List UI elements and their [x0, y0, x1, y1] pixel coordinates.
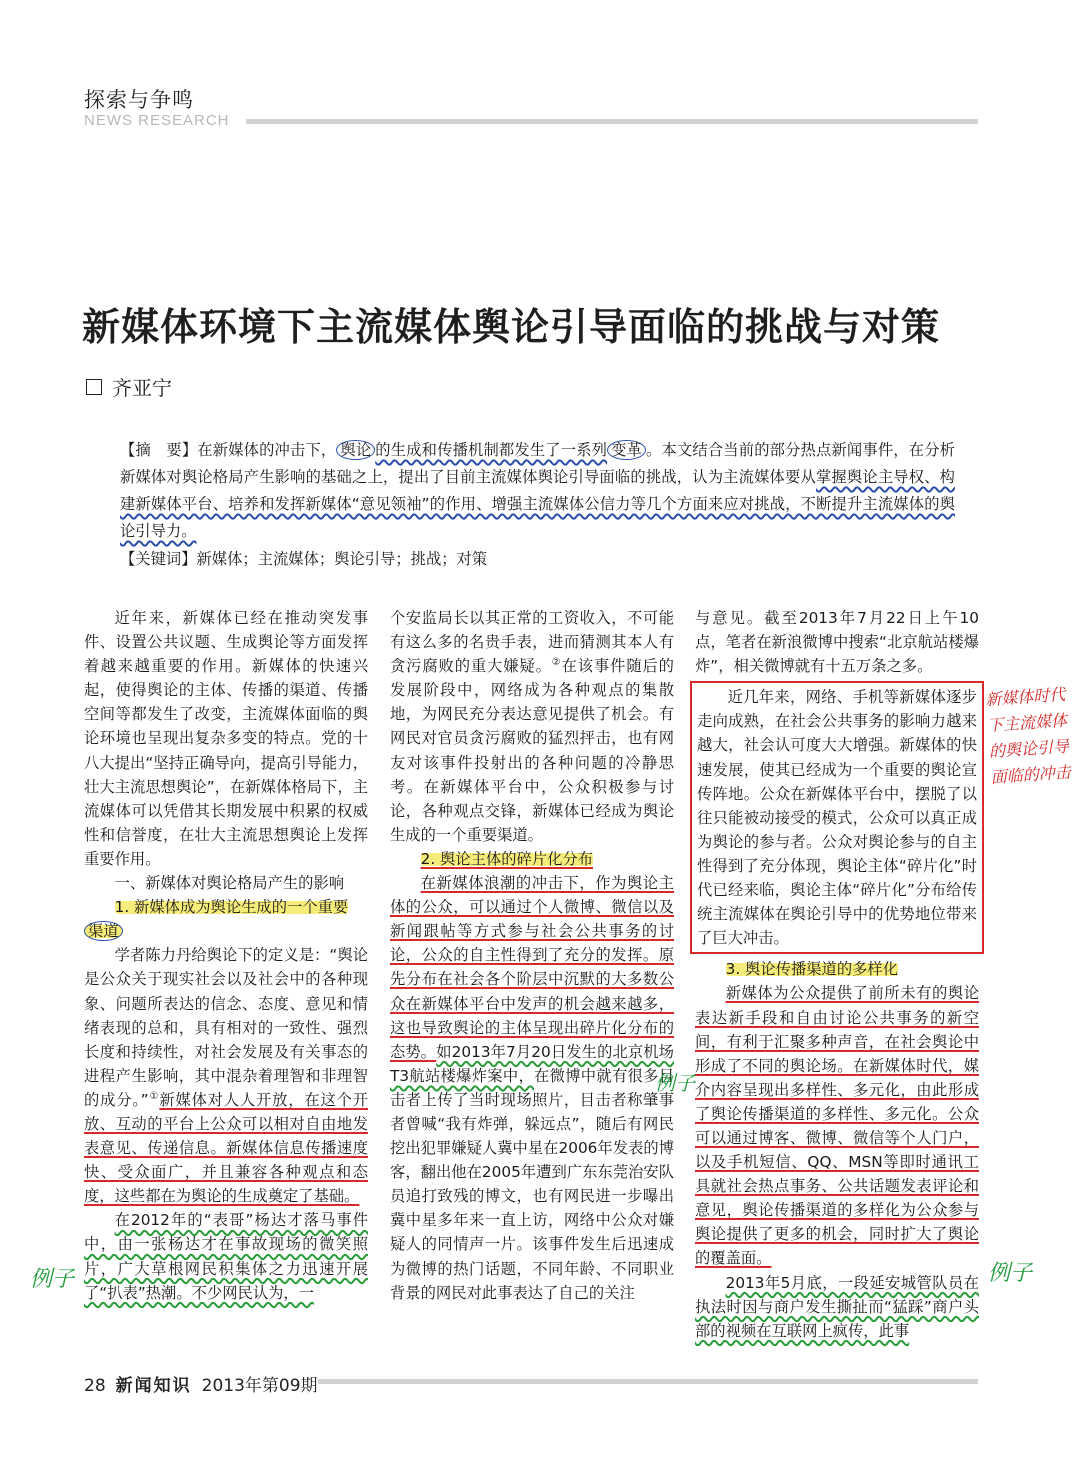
abstract-circled-word: 舆论 [336, 440, 375, 460]
highlighted-heading: 1. 新媒体成为舆论生成的一个重要 [114, 898, 349, 917]
abstract-text-2: 的生成和传播机制都发生了一系列 [375, 441, 608, 459]
handwritten-note-right: 例子 [988, 1261, 1033, 1286]
column-2 [390, 606, 674, 1305]
footer-rule [318, 1379, 978, 1384]
paragraph-text: 在该事件随后的发展阶段中，网络成为各种观点的集散地，为网民充分表达意见提供了机会。有网民对官员贪污腐败的猛烈抨击，也有网友对该事件投射出的各种问题的冷静思考。在新媒体平台中，公众积极参与讨论，各种观点交锋，新媒体已经成为舆论生成的一个重要渠道。 [390, 657, 674, 844]
subsection-heading-cont [84, 919, 368, 943]
paragraph: 近几年来，网络、手机等新媒体逐步走向成熟，在社会公共事务的影响力越来越大，社会认可度大大增强。新媒体的快速发展，使其已经成为一个重要的舆论宣传阵地。公众在新媒体平台中，摆脱了以往只能被动接受的模式，公众可以真正成为舆论的参与者。公众对舆论参与的自主性得到了充分体现，舆论主体“碎片化”时代已经来临，舆论主体“碎片化”分布给传统主流媒体在舆论引导中的优势地位带来了巨大冲击。 [697, 688, 977, 948]
circled-heading-word: 渠道 [84, 921, 123, 941]
paragraph: 2013年5月底，一段延安城管队员在执法时因与商户发生撕扯而“猛踩”商户头部的视频在互联网上疯传，此事 [695, 1273, 979, 1340]
magazine-name: 新闻知识 [115, 1376, 192, 1396]
paragraph [390, 871, 674, 1305]
section-heading: 一、新媒体对舆论格局产生的影响 [114, 874, 345, 893]
abstract-text-4: 掌握舆论主导权、构建新媒体平台、培养和发挥新媒体“意见领袖”的作用、增强主流媒体公信力等几个方面来应对挑战，不断提升主流媒体的舆论引导力。 [120, 468, 955, 540]
section-title: 探索与争鸣 [84, 88, 194, 112]
column-3 [695, 606, 979, 1343]
page-number: 28 [84, 1376, 106, 1396]
paragraph [390, 606, 674, 847]
subsection-heading [84, 895, 368, 919]
author-name: 齐亚宁 [112, 376, 172, 400]
paragraph-text: 在微博中就有很多目击者上传了当时现场照片，目击者称肇事者曾喊“我有炸弹，躲远点”，随后有网民挖出犯罪嫌疑人冀中星在2006年发表的博客，翻出他在2005年遭到广东东莞治安队员追打致残的博文，也有网民进一步曝出冀中星多年来一直上访，网络中公众对嫌疑人的同情声一片。该事件发生后迅速成为微博的热门话题，不同年龄、不同职业背景的网民对此事表达了自己的关注 [390, 1066, 674, 1302]
abstract-circled-word: 变革 [607, 440, 646, 460]
underlined-text: 新媒体对人人开放，在这个开放、互动的平台上公众可以相对自由地发表意见、传递信息。新媒体信息传播速度快、受众面广，并且兼容各种观点和态度，这些都在为舆论的生成奠定了基础。 [84, 1090, 368, 1206]
paragraph: 在2012年的“表哥”杨达才落马事件中，由一张杨达才在事故现场的微笑照片，广大草根网民积集体之力迅速开展了“扒表”热潮。不少网民认为，一 [84, 1211, 368, 1302]
underlined-text: 在新媒体浪潮的冲击下，作为舆论主体的公众，可以通过个人微博、微信以及新闻跟帖等方式参与社会公共事务的讨论，公众的自主性得到了充分的发挥。原先分布在社会各个阶层中沉默的大多数公众在新媒体平台中发声的机会越来越多，这也导致舆论的主体呈现出碎片化分布的态势。 [390, 874, 674, 1061]
handwritten-note-left: 例子 [30, 1267, 75, 1292]
paragraph [84, 943, 368, 1208]
paragraph: 与意见。截至2013年7月22日上午10点，笔者在新浪微博中搜索“北京航站楼爆炸”，相关微博就有十五万条之多。 [695, 609, 979, 676]
article-title: 新媒体环境下主流媒体舆论引导面临的挑战与对策 [82, 305, 941, 349]
paragraph-text: 学者陈力丹给舆论下的定义是：“舆论是公众关于现实社会以及社会中的各种现象、问题所表达的信念、态度、意见和情绪表现的总和，具有相对的一致性、强烈长度和持续性，对社会发展及有关事态的进程产生影响，其中混杂着理智和非理智的成分。” [84, 946, 368, 1109]
handwritten-note-red: 新媒体时代下主流媒体的舆论引导面临的冲击 [984, 684, 1072, 788]
footnote-marker: ② [551, 657, 562, 669]
author-box-icon [86, 379, 102, 395]
author-line [86, 372, 172, 401]
page-footer [84, 1371, 318, 1396]
highlighted-heading: 2. 舆论主体的碎片化分布 [420, 849, 594, 868]
subsection-heading [695, 957, 979, 981]
red-boxed-passage [690, 681, 984, 954]
abstract-label: 【摘 要】 [120, 441, 198, 459]
column-1 [84, 606, 368, 1305]
abstract [120, 437, 955, 573]
abstract-text-3: 。本文结合当前的部分热点新闻事件，在分析新媒体对舆论格局产生影响的基础之上，提出了目前主流媒体舆论引导面临的挑战，认为主流媒体要从 [120, 441, 955, 486]
keywords: 【关键词】新媒体；主流媒体；舆论引导；挑战；对策 [120, 550, 488, 568]
paragraph: 新媒体为公众提供了前所未有的舆论表达新手段和自由讨论公共事务的新空间，有利于汇聚多种声音，在社会舆论中形成了不同的舆论场。在新媒体时代，媒介内容呈现出多样性、多元化，由此形成了舆论传播渠道的多样性、多元化。公众可以通过博客、微博、微信等个人门户，以及手机短信、QQ、MSN等即时通讯工具就社会热点事务、公共话题发表评论和意见，舆论传播渠道的多样化为公众参与舆论提供了更多的机会，同时扩大了舆论的覆盖面。 [695, 984, 979, 1268]
section-subtitle: NEWS RESEARCH [84, 112, 230, 129]
header-rule [246, 119, 978, 124]
paragraph-text: 个安监局长以其正常的工资收入，不可能有这么多的名贵手表，进而猜测其本人有贪污腐败的重大嫌疑。 [390, 609, 674, 676]
footnote-marker: ① [148, 1090, 160, 1102]
paragraph: 近年来，新媒体已经在推动突发事件、设置公共议题、生成舆论等方面发挥着越来越重要的作用。新媒体的快速兴起，使得舆论的主体、传播的渠道、传播空间等都发生了改变，主流媒体面临的舆论环境也呈现出复杂多变的特点。党的十八大提出“坚持正确导向，提高引导能力，壮大主流思想舆论”，在新媒体格局下，主流媒体可以凭借其长期发展中积累的权威性和信誉度，在壮大主流思想舆论上发挥重要作用。 [84, 609, 368, 868]
highlighted-heading: 3. 舆论传播渠道的多样化 [725, 960, 899, 979]
issue-label: 2013年第09期 [201, 1376, 318, 1396]
abstract-text-1: 在新媒体的冲击下， [197, 441, 337, 459]
subsection-heading [390, 847, 674, 871]
green-underlined-text: 如2013年7月20日发生的北京机场T3航站楼爆炸案中， [390, 1042, 674, 1085]
handwritten-note-mid: 例子 [655, 1071, 695, 1095]
